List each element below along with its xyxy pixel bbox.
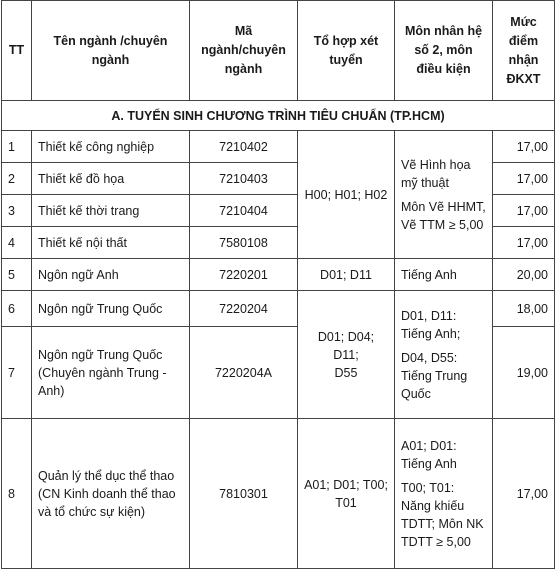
row8-combo (298, 419, 395, 569)
row-score: 17,00 (493, 227, 555, 259)
group1-subject-line: Vẽ TTM ≥ 5,00 (401, 217, 484, 232)
row-name: Ngôn ngữ Anh (32, 259, 190, 291)
row8-subject-line: Tiếng Anh (401, 456, 457, 471)
row-name: Thiết kế đồ họa (32, 163, 190, 195)
row-code: 7210404 (190, 195, 298, 227)
row8-subject-line: TDTT ≥ 5,00 (401, 534, 471, 549)
row-code: 7220204 (190, 291, 298, 327)
row-code: 7220204A (190, 327, 298, 419)
row-name-line: Anh) (38, 383, 65, 398)
row8-subject (395, 419, 493, 569)
header-code: Mã ngành/chuyên ngành (190, 1, 298, 101)
row-name (32, 419, 190, 569)
row-name-line: Ngôn ngữ Trung Quốc (38, 347, 163, 362)
row-name-line: và tổ chức sự kiện) (38, 504, 146, 519)
table-row (2, 131, 555, 163)
row-tt: 4 (2, 227, 32, 259)
row-code: 7210403 (190, 163, 298, 195)
row8-subject-line: Năng khiếu (401, 498, 465, 513)
section-a-title: A. TUYỂN SINH CHƯƠNG TRÌNH TIÊU CHUẨN (TP.HCM) (2, 101, 555, 131)
header-name: Tên ngành /chuyên ngành (32, 1, 190, 101)
row-combo: D01; D11 (298, 259, 395, 291)
row8-subject-line: T00; T01: (401, 480, 455, 495)
header-score: Mức điểm nhận ĐKXT (493, 1, 555, 101)
row-subject: Tiếng Anh (395, 259, 493, 291)
group1-subject (395, 131, 493, 259)
group2-subject (395, 291, 493, 419)
group2-subject-line: D01, D11: (401, 308, 457, 323)
table-row (2, 259, 555, 291)
row8-subject-line: A01; D01: (401, 438, 457, 453)
row-code: 7210402 (190, 131, 298, 163)
row-score: 17,00 (493, 419, 555, 569)
group2-subject-line: D04, D55: (401, 350, 458, 365)
row8-subject-line: TDTT; Môn NK (401, 516, 484, 531)
row-code: 7580108 (190, 227, 298, 259)
admission-table (1, 0, 555, 569)
row8-combo-line: A01; D01; T00; (304, 477, 388, 492)
row-name-line: (CN Kinh doanh thể thao (38, 486, 176, 501)
row-score: 17,00 (493, 131, 555, 163)
group2-combo-line: D01; D04; D11; (317, 329, 375, 362)
row-name: Thiết kế nội thất (32, 227, 190, 259)
row8-combo-line: T01 (335, 495, 357, 510)
group2-combo-line: D55 (334, 365, 358, 380)
row-name: Thiết kế thời trang (32, 195, 190, 227)
table-row (2, 419, 555, 569)
group2-subject-line: Tiếng Anh; (401, 326, 461, 341)
row-score: 20,00 (493, 259, 555, 291)
row-code: 7220201 (190, 259, 298, 291)
header-combo: Tổ hợp xét tuyển (298, 1, 395, 101)
row-tt: 8 (2, 419, 32, 569)
row-name: Thiết kế công nghiệp (32, 131, 190, 163)
header-tt: TT (2, 1, 32, 101)
group2-subject-line: Quốc (401, 386, 431, 401)
row-score: 19,00 (493, 327, 555, 419)
group1-subject-line: Môn Vẽ HHMT, (401, 199, 486, 214)
group1-combo: H00; H01; H02 (298, 131, 395, 259)
section-row (2, 101, 555, 131)
row-tt: 7 (2, 327, 32, 419)
row-score: 18,00 (493, 291, 555, 327)
row-name-line: Quản lý thể dục thể thao (38, 468, 175, 483)
row-score: 17,00 (493, 163, 555, 195)
row-score: 17,00 (493, 195, 555, 227)
group1-subject-line: Vẽ Hình họa (401, 157, 471, 172)
row-code: 7810301 (190, 419, 298, 569)
row-tt: 5 (2, 259, 32, 291)
row-name-line: (Chuyên ngành Trung - (38, 365, 167, 380)
row-name (32, 327, 190, 419)
table-row (2, 291, 555, 327)
row-tt: 1 (2, 131, 32, 163)
group2-subject-line: Tiếng Trung (401, 368, 468, 383)
row-tt: 3 (2, 195, 32, 227)
header-subject: Môn nhân hệ số 2, môn điều kiện (395, 1, 493, 101)
row-tt: 6 (2, 291, 32, 327)
header-row (2, 1, 555, 101)
group1-subject-line: mỹ thuật (401, 175, 449, 190)
group2-combo (298, 291, 395, 419)
row-name: Ngôn ngữ Trung Quốc (32, 291, 190, 327)
row-tt: 2 (2, 163, 32, 195)
